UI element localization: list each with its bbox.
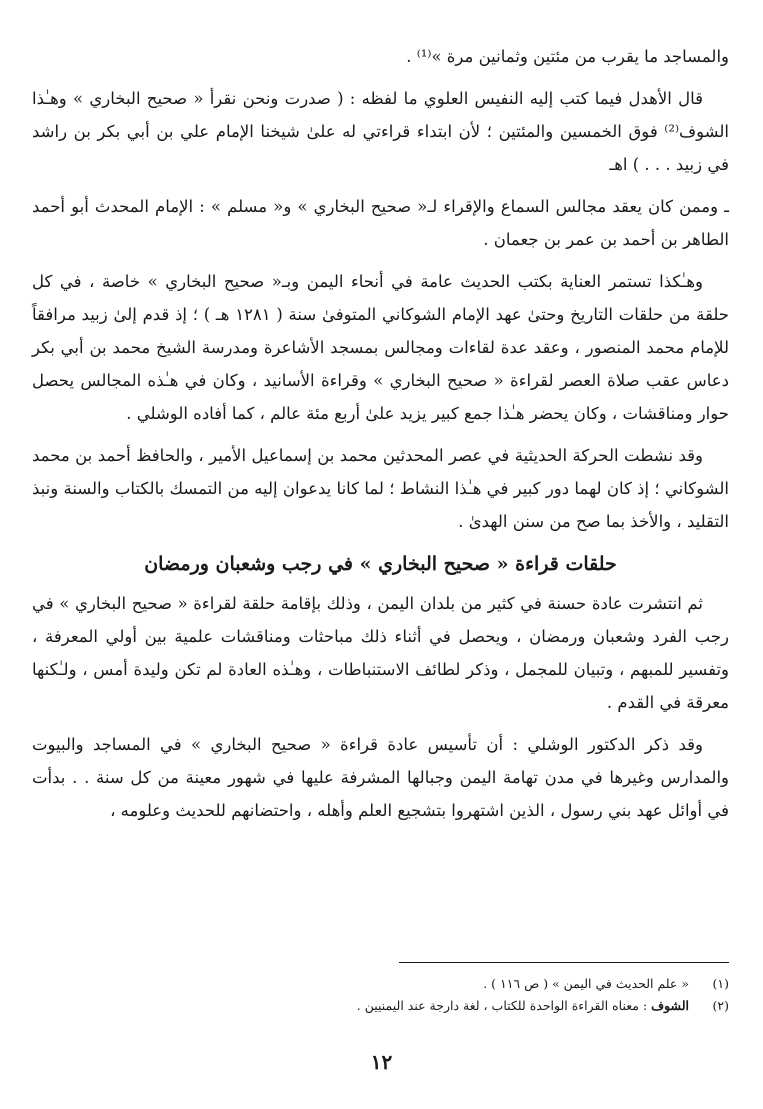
paragraph: وهـٰكذا تستمر العناية بكتب الحديث عامة في أنحاء اليمن وبـ« صحيح البخاري » خاصة ، في كل حلقة من حلقات التاريخ وحتىٰ عهد الإمام الشوكاني المتوفىٰ سنة ( ١٢٨١ هـ ) ؛ إذ قدم إلىٰ زبيد مرافقاً للإمام محمد المنصور ، وعقد عدة لقاءات ومجالس بمسجد الأشاعرة ومدرسة الشيخ محمد بن أبي بكر دعاس عقب صلاة العصر لقراءة « صحيح البخاري » وقراءة الأسانيد ، وكان في هـٰذه المجالس يحصل حوار ومناقشات ، وكان يحضر هـٰذا جمع كبير يزيد علىٰ أربع مئة عالم ، كما أفاده الوشلي . bbox=[32, 272, 729, 423]
page-number: ١٢ bbox=[370, 1050, 393, 1074]
footnote-number: (٢) bbox=[712, 998, 729, 1013]
footnote bbox=[32, 995, 729, 1017]
footnote-number: (١) bbox=[712, 976, 729, 991]
footnote bbox=[32, 973, 729, 995]
main-text bbox=[32, 40, 729, 836]
footnote-text: « علم الحديث في اليمن » ( ص ١١٦ ) . bbox=[483, 976, 689, 991]
footnote-term: الشوف bbox=[651, 998, 689, 1013]
footnote-separator bbox=[399, 962, 729, 963]
paragraph: وقد ذكر الدكتور الوشلي : أن تأسيس عادة قراءة « صحيح البخاري » في المساجد والبيوت والمدارس وغيرها في مدن تهامة اليمن وجبالها المشرفة عليها في شهور معينة من كل سنة . . بدأت في أوائل عهد بني رسول ، الذين اشتهروا بتشجيع العلم وأهله ، واحتضانهم للحديث وعلومه ، bbox=[32, 735, 729, 820]
footnotes bbox=[32, 962, 729, 1017]
footnote-text: : معناه القراءة الواحدة للكتاب ، لغة دارجة عند اليمنيين . bbox=[356, 998, 648, 1013]
paragraph: وقد نشطت الحركة الحديثية في عصر المحدثين محمد بن إسماعيل الأمير ، والحافظ أحمد بن محمد الشوكاني ؛ إذ كان لهما دور كبير في هـٰذا النشاط ؛ لما كانا يدعوان إليه من التمسك بالكتاب والسنة ونبذ التقليد ، والأخذ بما صح من سنن الهدىٰ . bbox=[32, 446, 729, 531]
paragraph: ثم انتشرت عادة حسنة في كثير من بلدان اليمن ، وذلك بإقامة حلقة لقراءة « صحيح البخاري » في رجب الفرد وشعبان ورمضان ، ويحصل في أثناء ذلك مباحثات ومناقشات علمية بين أولي المعرفة ، وتفسير للمبهم ، وتبيان للمجمل ، وذكر لطائف الاستنباطات ، وهـٰذه العادة لم تكن وليدة أمس ، ولـٰكنها معرقة في القدم . bbox=[32, 594, 729, 712]
paragraph: ـ وممن كان يعقد مجالس السماع والإقراء لـ« صحيح البخاري » و« مسلم » : الإمام المحدث أبو أحمد الطاهر بن أحمد بن عمر بن جعمان . bbox=[32, 197, 729, 249]
section-heading: حلقات قراءة « صحيح البخاري » في رجب وشعبان ورمضان bbox=[144, 553, 617, 575]
paragraph: والمساجد ما يقرب من مئتين وثمانين مرة »⁽¹⁾ . bbox=[406, 47, 729, 66]
paragraph: قال الأهدل فيما كتب إليه النفيس العلوي ما لفظه : ( صدرت ونحن نقرأ « صحيح البخاري » وهـٰذا الشوف⁽²⁾ فوق الخمسين والمئتين ؛ لأن ابتداء قراءتي له علىٰ شيخنا الإمام علي بن أبي بكر بن راشد في زبيد . . . ) اهـ bbox=[32, 89, 729, 174]
